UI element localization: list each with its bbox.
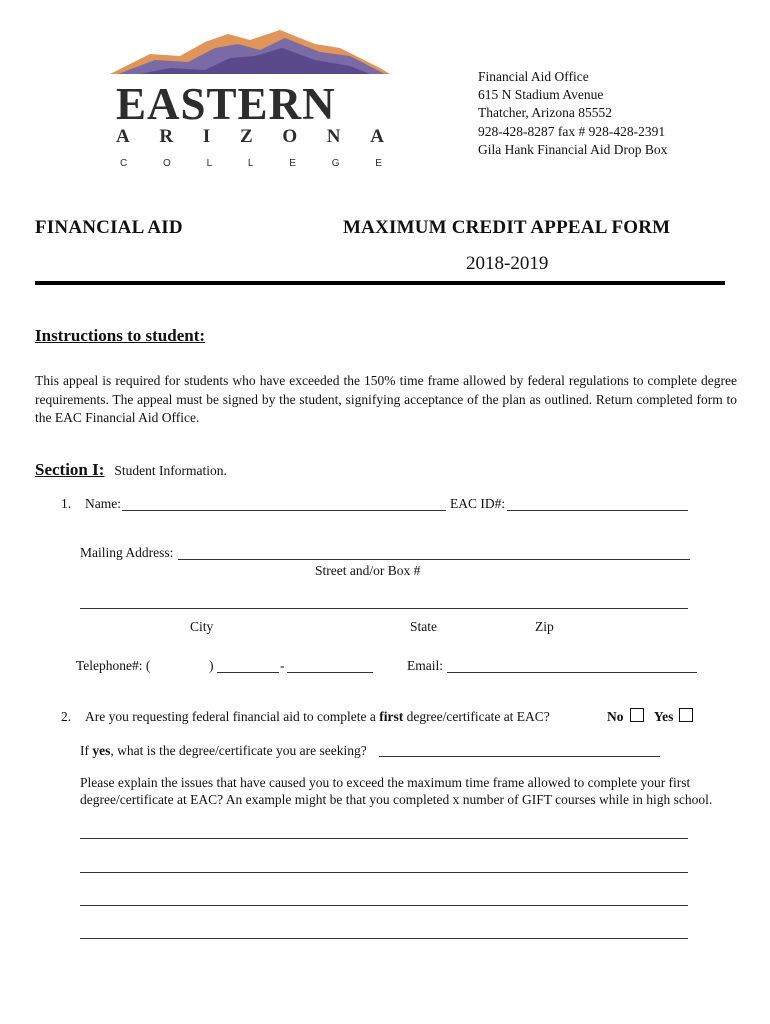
instructions-text: This appeal is required for students who have exceeded the 150% time frame allowed by federal regulations to complete degree requirements. The appeal must be signed by the student, signifying acceptance of the plan as outlined. Return completed form to the EAC Financial Aid Office. (35, 373, 737, 425)
explain-line-2: degree/certificate at EAC? An example might be that you completed x number of GIFT courses while in high school. (80, 792, 713, 807)
telephone-line-field[interactable] (287, 672, 373, 673)
no-label: No (607, 709, 624, 724)
city-caption: City (190, 619, 214, 634)
section-subtitle: Student Information. (114, 463, 227, 478)
explanation-field-2[interactable] (80, 872, 688, 873)
office-address (478, 68, 667, 159)
explain-line-1: Please explain the issues that have caused you to exceed the maximum time frame allowed to complete your first (80, 775, 691, 790)
q2-number: 2. (61, 709, 72, 724)
form-year: 2018-2019 (466, 253, 549, 274)
explanation-field-1[interactable] (80, 838, 688, 839)
degree-question: If yes, what is the degree/certificate you are seeking? (80, 743, 367, 758)
eac-id-field[interactable] (507, 510, 688, 511)
q1-number: 1. (61, 496, 72, 511)
telephone-paren: ) (209, 658, 214, 673)
instructions-title: Instructions to student: (35, 326, 206, 345)
email-field[interactable] (447, 672, 697, 673)
office-city: Thatcher, Arizona 85552 (478, 105, 613, 121)
eac-id-label: EAC ID#: (450, 496, 506, 511)
section-title: Section I: (35, 460, 105, 479)
header-left: FINANCIAL AID (35, 217, 183, 238)
state-caption: State (410, 619, 437, 634)
telephone-prefix-field[interactable] (217, 672, 279, 673)
logo-wordmark: EASTERN (116, 79, 336, 129)
logo-state: A R I Z O N A (116, 126, 384, 147)
degree-field[interactable] (379, 756, 660, 757)
no-checkbox[interactable] (630, 708, 644, 722)
email-label: Email: (407, 658, 443, 673)
city-state-zip-field[interactable] (80, 608, 688, 609)
office-title: Financial Aid Office (478, 69, 589, 84)
office-dropbox: Gila Hank Financial Aid Drop Box (478, 141, 668, 157)
section-1-heading (35, 460, 227, 480)
mailing-label: Mailing Address: (80, 545, 174, 560)
form-title: MAXIMUM CREDIT APPEAL FORM (343, 217, 671, 238)
office-phone: 928-428-8287 fax # 928-428-2391 (478, 123, 666, 139)
name-label: Name: (85, 496, 121, 511)
college-logo (110, 30, 390, 180)
explanation-field-4[interactable] (80, 938, 688, 939)
header-divider (35, 281, 725, 285)
office-street: 615 N Stadium Avenue (478, 87, 604, 103)
logo-college: C O L L E G E (120, 158, 382, 169)
q2-text: Are you requesting federal financial aid to complete a first degree/certificate at EAC? (85, 709, 550, 724)
explanation-field-3[interactable] (80, 905, 688, 906)
telephone-dash: - (280, 658, 285, 673)
zip-caption: Zip (535, 619, 554, 634)
telephone-label: Telephone#: ( (76, 658, 151, 673)
name-field[interactable] (122, 510, 446, 511)
mailing-address-field[interactable] (178, 559, 690, 560)
yes-checkbox[interactable] (679, 708, 693, 722)
yes-label: Yes (653, 709, 674, 724)
street-caption: Street and/or Box # (315, 563, 421, 578)
q2-choices (607, 708, 693, 725)
